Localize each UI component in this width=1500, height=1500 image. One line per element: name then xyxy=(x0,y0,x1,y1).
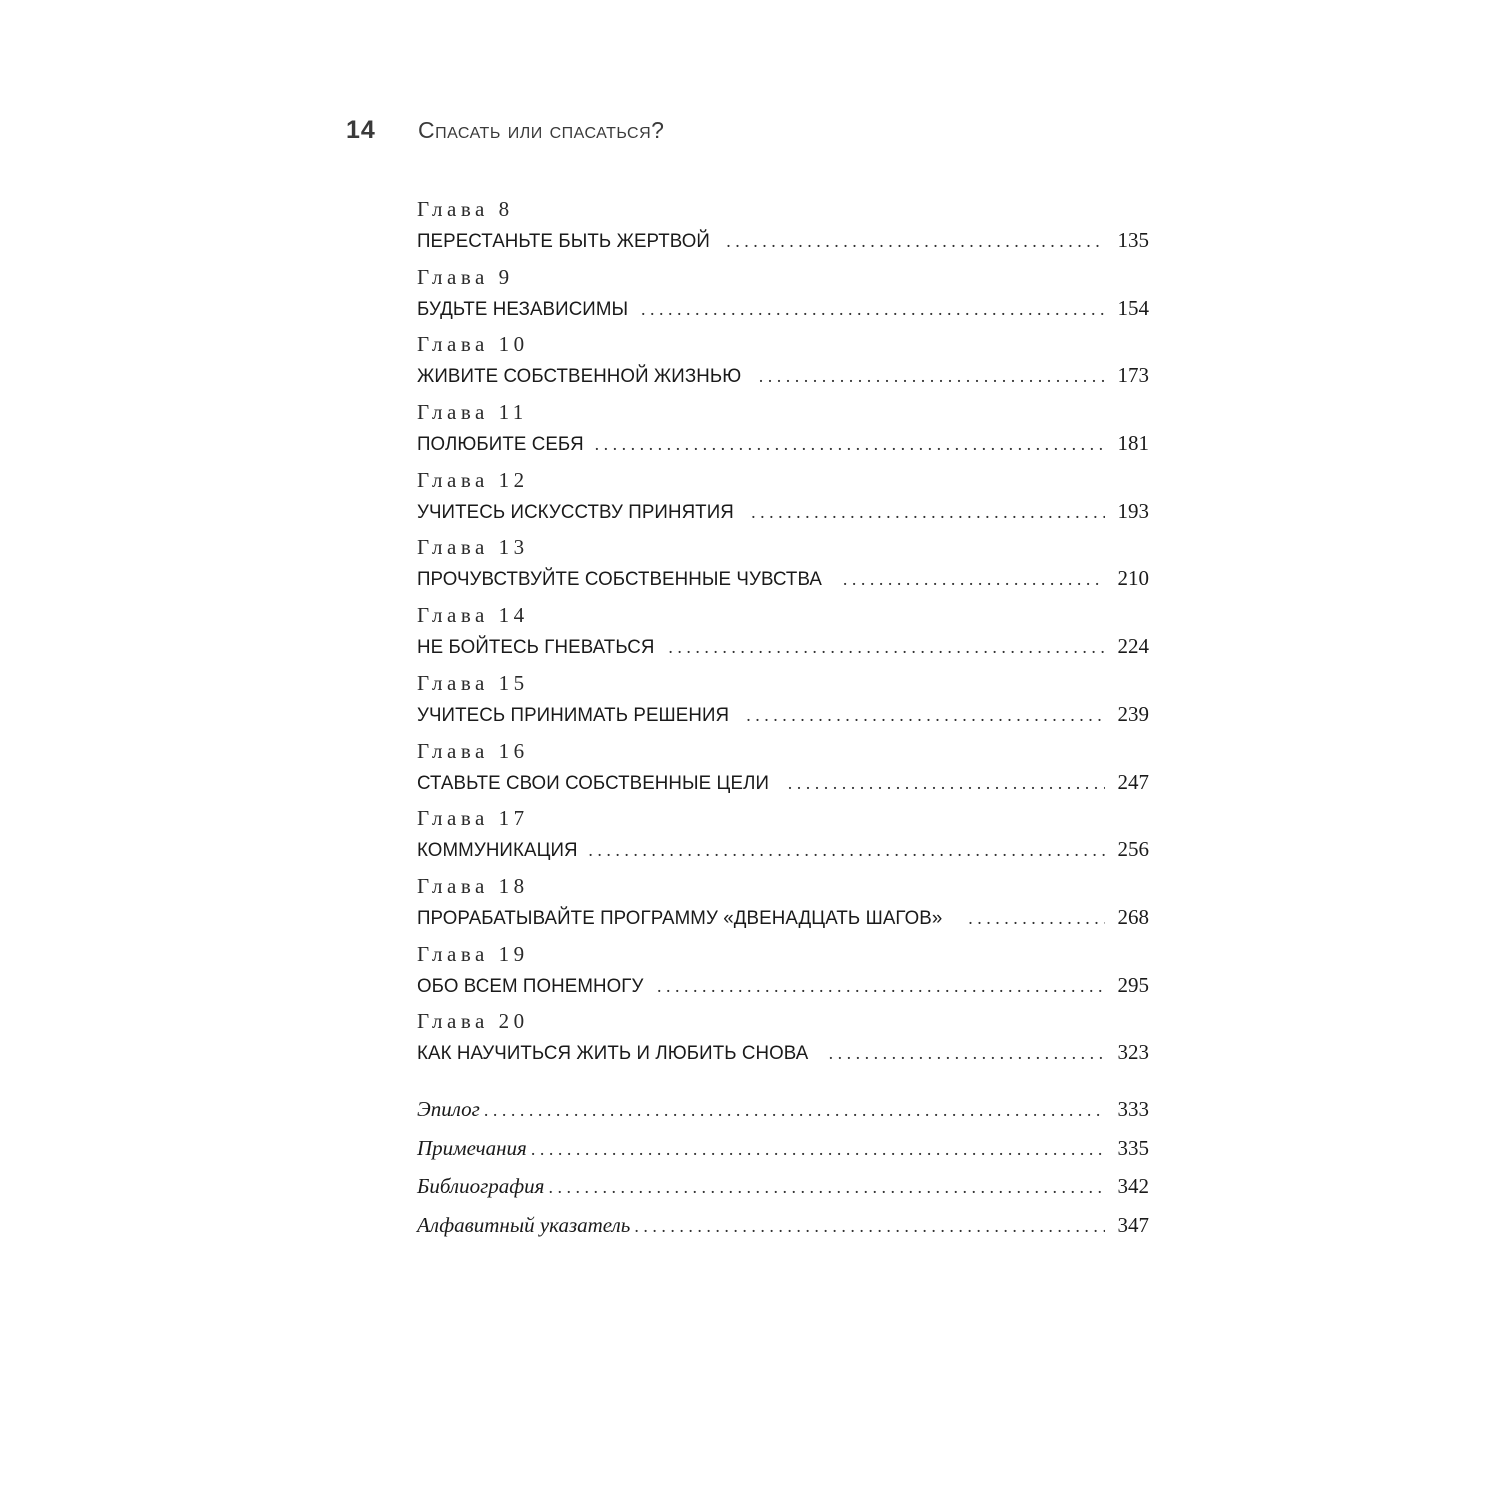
dot-leader xyxy=(595,428,1105,460)
toc-entry[interactable] xyxy=(417,1036,1149,1068)
back-matter-page: 333 xyxy=(1117,1097,1149,1121)
toc-entry[interactable] xyxy=(417,292,1149,324)
back-matter-page: 342 xyxy=(1117,1174,1149,1198)
chapter-label: Глава 13 xyxy=(417,535,529,560)
back-matter-title: Библиография xyxy=(417,1174,545,1198)
chapter-title: ОБО ВСЕМ ПОНЕМНОГУ xyxy=(417,974,644,997)
toc-entry[interactable] xyxy=(417,562,1149,594)
chapter-page: 224 xyxy=(1117,634,1149,659)
toc-chapter xyxy=(417,329,1149,397)
chapter-label: Глава 19 xyxy=(417,941,529,966)
toc-entry[interactable] xyxy=(417,1209,1149,1248)
toc-entry[interactable] xyxy=(417,1132,1149,1171)
chapter-title: КАК НАУЧИТЬСЯ ЖИТЬ И ЛЮБИТЬ СНОВА xyxy=(417,1042,809,1065)
chapter-page: 268 xyxy=(1117,904,1149,929)
dot-leader xyxy=(531,1133,1105,1165)
chapter-label: Глава 10 xyxy=(417,332,529,357)
toc-entry[interactable] xyxy=(417,495,1149,527)
chapter-title: ПРОЧУВСТВУЙТЕ СОБСТВЕННЫЕ ЧУВСТВА xyxy=(417,568,823,591)
dot-leader xyxy=(759,360,1105,392)
toc-chapter xyxy=(417,194,1149,262)
back-matter-title: Примечания xyxy=(417,1135,527,1160)
dot-leader xyxy=(484,1094,1105,1126)
chapter-page: 154 xyxy=(1117,295,1149,320)
toc-chapter xyxy=(417,668,1149,736)
chapter-page: 256 xyxy=(1117,837,1149,862)
chapter-title: УЧИТЕСЬ ПРИНИМАТЬ РЕШЕНИЯ xyxy=(417,703,730,726)
dot-leader xyxy=(548,1171,1105,1203)
chapter-title: УЧИТЕСЬ ИСКУССТВУ ПРИНЯТИЯ xyxy=(417,500,734,523)
chapter-label: Глава 20 xyxy=(417,1009,529,1034)
chapter-title: ПРОРАБАТЫВАЙТЕ ПРОГРАММУ «ДВЕНАДЦАТЬ ШАГОВ» xyxy=(417,906,943,929)
toc-chapter xyxy=(417,736,1149,804)
chapter-title: ПОЛЮБИТЕ СЕБЯ xyxy=(417,433,584,456)
back-matter-list xyxy=(417,1093,1149,1247)
dot-leader xyxy=(588,834,1105,866)
toc-chapter xyxy=(417,262,1149,330)
toc-chapter xyxy=(417,939,1149,1007)
chapter-page: 181 xyxy=(1117,431,1149,456)
chapter-label: Глава 12 xyxy=(417,467,529,492)
toc-entry[interactable] xyxy=(417,1093,1149,1132)
toc-chapter xyxy=(417,803,1149,871)
toc-chapter xyxy=(417,532,1149,600)
dot-leader xyxy=(746,699,1105,731)
dot-leader xyxy=(751,496,1105,528)
chapter-page: 295 xyxy=(1117,972,1149,997)
chapter-label: Глава 18 xyxy=(417,873,529,898)
chapter-label: Глава 9 xyxy=(417,264,514,289)
toc-entry[interactable] xyxy=(417,901,1149,933)
dot-leader xyxy=(726,225,1105,257)
chapter-title: КОММУНИКАЦИЯ xyxy=(417,839,578,862)
toc-chapter xyxy=(417,465,1149,533)
dot-leader xyxy=(668,631,1105,663)
chapter-page: 247 xyxy=(1117,769,1149,794)
chapter-title: ПЕРЕСТАНЬТЕ БЫТЬ ЖЕРТВОЙ xyxy=(417,230,710,252)
back-matter-page: 347 xyxy=(1117,1212,1149,1237)
toc-entry[interactable] xyxy=(417,630,1149,662)
chapter-label: Глава 15 xyxy=(417,670,529,695)
dot-leader xyxy=(829,1037,1105,1069)
toc-chapter xyxy=(417,600,1149,668)
toc-entry[interactable] xyxy=(417,698,1149,730)
dot-leader xyxy=(634,1210,1105,1242)
chapter-label: Глава 16 xyxy=(417,738,529,763)
dot-leader xyxy=(968,902,1105,934)
dot-leader xyxy=(657,970,1105,1002)
toc-entry[interactable] xyxy=(417,359,1149,391)
toc-entry[interactable] xyxy=(417,833,1149,865)
chapter-page: 135 xyxy=(1117,228,1149,252)
chapter-page: 173 xyxy=(1117,363,1149,388)
chapter-page: 323 xyxy=(1117,1040,1149,1065)
dot-leader xyxy=(788,767,1105,799)
chapter-label: Глава 17 xyxy=(417,806,529,831)
back-matter-title: Алфавитный указатель xyxy=(417,1212,631,1237)
chapter-page: 239 xyxy=(1117,701,1149,726)
toc-chapter xyxy=(417,871,1149,939)
toc-entry[interactable] xyxy=(417,1170,1149,1209)
running-head xyxy=(346,116,664,152)
chapter-title: СТАВЬТЕ СВОИ СОБСТВЕННЫЕ ЦЕЛИ xyxy=(417,771,770,794)
chapter-page: 210 xyxy=(1117,566,1149,591)
chapter-label: Глава 8 xyxy=(417,197,514,221)
running-title: Спасать или спасаться? xyxy=(418,117,665,143)
chapter-title: ЖИВИТЕ СОБСТВЕННОЙ ЖИЗНЬЮ xyxy=(417,365,742,388)
dot-leader xyxy=(843,563,1105,595)
toc-entry[interactable] xyxy=(417,766,1149,798)
toc-entry[interactable] xyxy=(417,969,1149,1001)
table-of-contents xyxy=(417,194,1149,1074)
chapter-title: БУДЬТЕ НЕЗАВИСИМЫ xyxy=(417,297,629,320)
page-number: 14 xyxy=(346,116,376,144)
chapter-title: НЕ БОЙТЕСЬ ГНЕВАТЬСЯ xyxy=(417,636,655,659)
toc-entry[interactable] xyxy=(417,427,1149,459)
chapter-label: Глава 14 xyxy=(417,603,529,628)
toc-chapter xyxy=(417,397,1149,465)
dot-leader xyxy=(641,293,1105,325)
back-matter-title: Эпилог xyxy=(417,1097,480,1121)
toc-chapter xyxy=(417,1006,1149,1074)
toc-entry[interactable] xyxy=(417,224,1149,256)
chapter-label: Глава 11 xyxy=(417,400,528,425)
chapter-page: 193 xyxy=(1117,498,1149,523)
back-matter-page: 335 xyxy=(1117,1135,1149,1160)
